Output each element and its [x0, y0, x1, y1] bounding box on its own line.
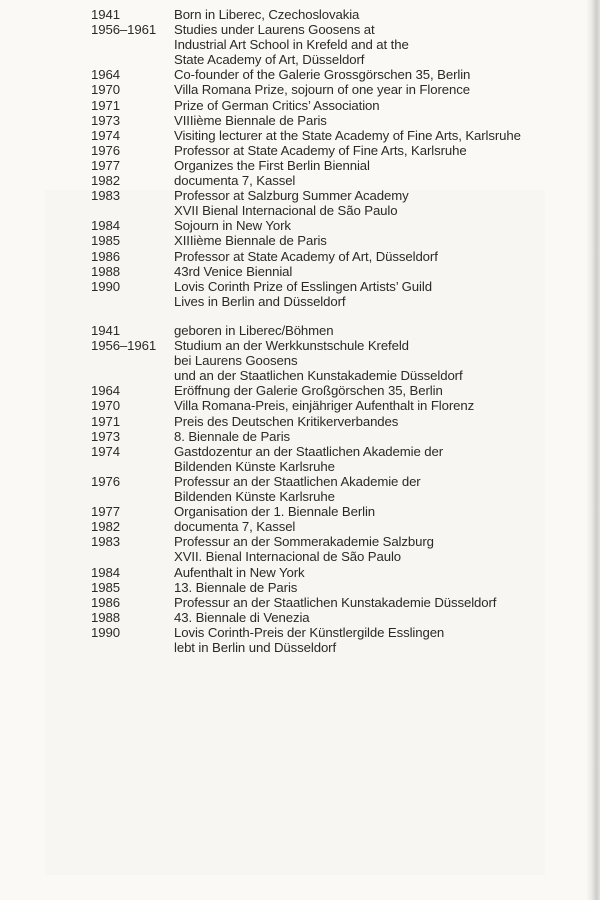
entry-description	[174, 143, 561, 158]
description-line: Industrial Art School in Krefeld and at the	[174, 37, 409, 53]
cv-entry	[91, 534, 561, 564]
entry-description	[174, 474, 561, 504]
entry-description	[174, 534, 561, 564]
description-line: Visiting lecturer at the State Academy of Fine Arts, Karlsruhe	[174, 127, 521, 143]
description-line: Preis des Deutschen Kritikerverbandes	[174, 413, 399, 429]
description-line: Studium an der Werkkunstschule Krefeld	[174, 338, 409, 354]
entry-description	[174, 113, 561, 128]
entry-year: 1941	[91, 323, 120, 338]
description-line: Co-founder of the Galerie Grossgörschen 35, Berlin	[174, 67, 471, 83]
cv-entry	[91, 218, 561, 233]
entry-description	[174, 67, 561, 82]
description-line: XIIIième Biennale de Paris	[174, 233, 327, 249]
entry-description	[174, 398, 561, 413]
entry-year: 1984	[91, 218, 120, 234]
entry-year: 1956–1961	[91, 22, 157, 38]
biography-german	[91, 323, 561, 655]
description-line: Professor at State Academy of Art, Düsseldorf	[174, 248, 438, 264]
entry-description	[174, 158, 561, 173]
entry-year: 1990	[91, 278, 120, 294]
description-line: 13. Biennale de Paris	[174, 579, 298, 595]
entry-year: 1988	[91, 263, 120, 279]
description-line: und an der Staatlichen Kunstakademie Düsseldorf	[174, 368, 463, 384]
entry-year: 1974	[91, 127, 120, 143]
biography-english	[91, 7, 561, 309]
description-line: Villa Romana Prize, sojourn of one year in Florence	[174, 82, 470, 98]
description-line: lebt in Berlin und Düsseldorf	[174, 639, 337, 655]
description-line: Bildenden Künste Karlsruhe	[174, 489, 335, 505]
description-line: Eröffnung der Galerie Großgörschen 35, Berlin	[174, 383, 443, 399]
cv-entry	[91, 158, 561, 173]
cv-entry	[91, 323, 561, 338]
description-line: XVII Bienal Internacional de São Paulo	[174, 203, 398, 219]
description-line: Lovis Corinth-Preis der Künstlergilde Esslingen	[174, 624, 445, 640]
description-line: Professur an der Staatlichen Akademie der	[174, 473, 421, 489]
cv-entry	[91, 7, 561, 22]
cv-entry	[91, 414, 561, 429]
entry-year: 1990	[91, 624, 120, 640]
entry-description	[174, 82, 561, 97]
cv-entry	[91, 98, 561, 113]
entry-description	[174, 595, 561, 610]
entry-description	[174, 264, 561, 279]
entry-year: 1985	[91, 579, 120, 595]
entry-year: 1974	[91, 443, 120, 459]
entry-description	[174, 233, 561, 248]
cv-entry	[91, 264, 561, 279]
cv-entry	[91, 143, 561, 158]
entry-description	[174, 383, 561, 398]
entry-year: 1970	[91, 398, 120, 414]
entry-description	[174, 279, 561, 309]
cv-entry	[91, 67, 561, 82]
description-line: Aufenthalt in New York	[174, 564, 305, 580]
cv-entry	[91, 429, 561, 444]
entry-year: 1964	[91, 67, 120, 83]
description-line: Villa Romana-Preis, einjähriger Aufenthalt in Florenz	[174, 398, 475, 414]
entry-description	[174, 173, 561, 188]
description-line: Professor at State Academy of Fine Arts, Karlsruhe	[174, 142, 467, 158]
cv-entry	[91, 279, 561, 309]
description-line: Organisation der 1. Biennale Berlin	[174, 504, 376, 520]
cv-entry	[91, 504, 561, 519]
entry-year: 1973	[91, 112, 120, 128]
cv-entry	[91, 173, 561, 188]
description-line: Studies under Laurens Goosens at	[174, 22, 375, 38]
entry-description	[174, 444, 561, 474]
cv-entry	[91, 444, 561, 474]
cv-entry	[91, 338, 561, 383]
entry-description	[174, 7, 561, 22]
entry-description	[174, 610, 561, 625]
cv-entry	[91, 580, 561, 595]
description-line: documenta 7, Kassel	[174, 173, 296, 189]
description-line: documenta 7, Kassel	[174, 519, 296, 535]
cv-entry	[91, 82, 561, 97]
description-line: bei Laurens Goosens	[174, 353, 298, 369]
entry-description	[174, 338, 561, 383]
description-line: Born in Liberec, Czechoslovakia	[174, 7, 360, 22]
description-line: Lovis Corinth Prize of Esslingen Artists’ Guild	[174, 278, 432, 294]
cv-entry	[91, 474, 561, 504]
cv-entry	[91, 113, 561, 128]
entry-description	[174, 414, 561, 429]
description-line: Bildenden Künste Karlsruhe	[174, 458, 335, 474]
entry-description	[174, 22, 561, 67]
entry-year: 1964	[91, 383, 120, 399]
entry-description	[174, 565, 561, 580]
description-line: geboren in Liberec/Böhmen	[174, 323, 334, 338]
cv-entry	[91, 398, 561, 413]
entry-year: 1941	[91, 7, 120, 22]
description-line: Lives in Berlin and Düsseldorf	[174, 293, 346, 309]
entry-year: 1983	[91, 188, 120, 204]
description-line: State Academy of Art, Düsseldorf	[174, 52, 365, 68]
cv-entry	[91, 249, 561, 264]
entry-description	[174, 580, 561, 595]
cv-entry	[91, 610, 561, 625]
page-edge-shadow	[586, 0, 600, 900]
entry-description	[174, 429, 561, 444]
entry-description	[174, 98, 561, 113]
entry-year: 1971	[91, 413, 120, 429]
description-line: Professur an der Sommerakademie Salzburg	[174, 534, 434, 550]
description-line: VIIIième Biennale de Paris	[174, 112, 327, 128]
cv-entry	[91, 233, 561, 248]
entry-year: 1983	[91, 534, 120, 550]
entry-year: 1982	[91, 519, 120, 535]
entry-year: 1988	[91, 609, 120, 625]
description-line: 43. Biennale di Venezia	[174, 609, 310, 625]
description-line: Gastdozentur an der Staatlichen Akademie der	[174, 443, 444, 459]
description-line: Professor at Salzburg Summer Academy	[174, 188, 409, 204]
entry-description	[174, 625, 561, 655]
entry-year: 1986	[91, 594, 120, 610]
description-line: XVII. Bienal Internacional de São Paulo	[174, 549, 402, 565]
entry-year: 1971	[91, 97, 120, 113]
entry-year: 1973	[91, 428, 120, 444]
entry-description	[174, 323, 561, 338]
entry-description	[174, 218, 561, 233]
entry-year: 1956–1961	[91, 338, 157, 354]
entry-description	[174, 249, 561, 264]
entry-description	[174, 188, 561, 218]
description-line: 43rd Venice Biennial	[174, 263, 293, 279]
cv-entry	[91, 383, 561, 398]
entry-description	[174, 128, 561, 143]
cv-entry	[91, 22, 561, 67]
cv-entry	[91, 595, 561, 610]
description-line: Professur an der Staatlichen Kunstakademie Düsseldorf	[174, 594, 497, 610]
entry-year: 1982	[91, 173, 120, 189]
entry-year: 1977	[91, 157, 120, 173]
cv-entry	[91, 625, 561, 655]
entry-year: 1970	[91, 82, 120, 98]
entry-description	[174, 504, 561, 519]
cv-entry	[91, 128, 561, 143]
entry-year: 1977	[91, 504, 120, 520]
entry-year: 1986	[91, 248, 120, 264]
cv-entry	[91, 519, 561, 534]
cv-entry	[91, 565, 561, 580]
entry-year: 1976	[91, 473, 120, 489]
description-line: Prize of German Critics’ Association	[174, 97, 380, 113]
description-line: Organizes the First Berlin Biennial	[174, 157, 370, 173]
cv-entry	[91, 188, 561, 218]
entry-year: 1984	[91, 564, 120, 580]
entry-year: 1985	[91, 233, 120, 249]
description-line: Sojourn in New York	[174, 218, 291, 234]
description-line: 8. Biennale de Paris	[174, 428, 291, 444]
entry-year: 1976	[91, 142, 120, 158]
entry-description	[174, 519, 561, 534]
